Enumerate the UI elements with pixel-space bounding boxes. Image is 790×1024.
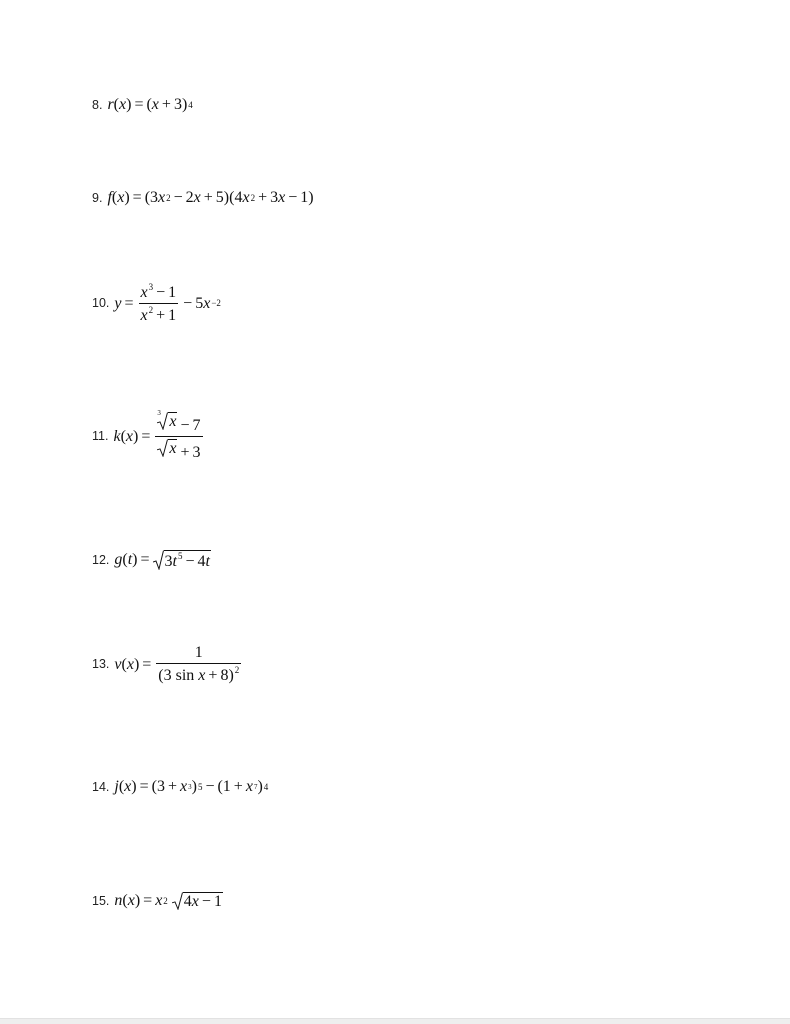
equation: g ( t ) = $3t^5 - 4t$ (114, 551, 210, 570)
square-root: 4x − 1 (172, 892, 223, 910)
square-root: $3t^5 - 4t$ (153, 550, 211, 570)
equation: n ( x ) = x 2 4x − 1 (114, 892, 222, 910)
equation: v ( x ) = $\frac{1}{(3 \sin x + 8)^2}$ (114, 644, 240, 684)
problem-9 (92, 190, 314, 206)
problem-11 (92, 409, 205, 461)
equation: y = $\frac{x^3 - 1}{x^2 + 1}$ − 5 x −2 (114, 282, 221, 324)
equation: f ( x ) = (3 x 2 − 2 x + 5)(4 x 2 + 3 x − 1) (107, 189, 314, 206)
square-root: x (157, 439, 177, 457)
fraction: $\frac{x^3 - 1}{x^2 + 1}$ (140, 282, 177, 324)
problem-number: 15. (92, 893, 110, 908)
equation: j ( x ) = (3 + x 3 ) 5 − (1 + x 7 ) 4 (114, 778, 269, 795)
problem-8 (92, 97, 193, 113)
problem-number: 11. (92, 429, 109, 444)
problem-10 (92, 283, 221, 324)
problem-13 (92, 645, 243, 684)
problem-number: 12. (92, 552, 110, 567)
problem-number: 14. (92, 779, 110, 794)
equation: r ( x ) = ( x + 3) 4 (107, 96, 193, 113)
problem-number: 10. (92, 296, 110, 311)
page-bottom-edge (0, 1018, 790, 1024)
fraction: 3 x − 7 x + 3 (157, 409, 201, 461)
cube-root: 3 x (157, 409, 177, 430)
problem-14 (92, 779, 268, 795)
problem-number: 13. (92, 657, 110, 672)
problem-15 (92, 892, 223, 910)
problem-12 (92, 550, 211, 570)
problem-number: 9. (92, 190, 103, 205)
problem-number: 8. (92, 97, 103, 112)
fraction: $\frac{1}{(3 \sin x + 8)^2}$ (158, 644, 240, 684)
equation: k ( x ) = 3 x − 7 x + 3 (113, 409, 201, 461)
